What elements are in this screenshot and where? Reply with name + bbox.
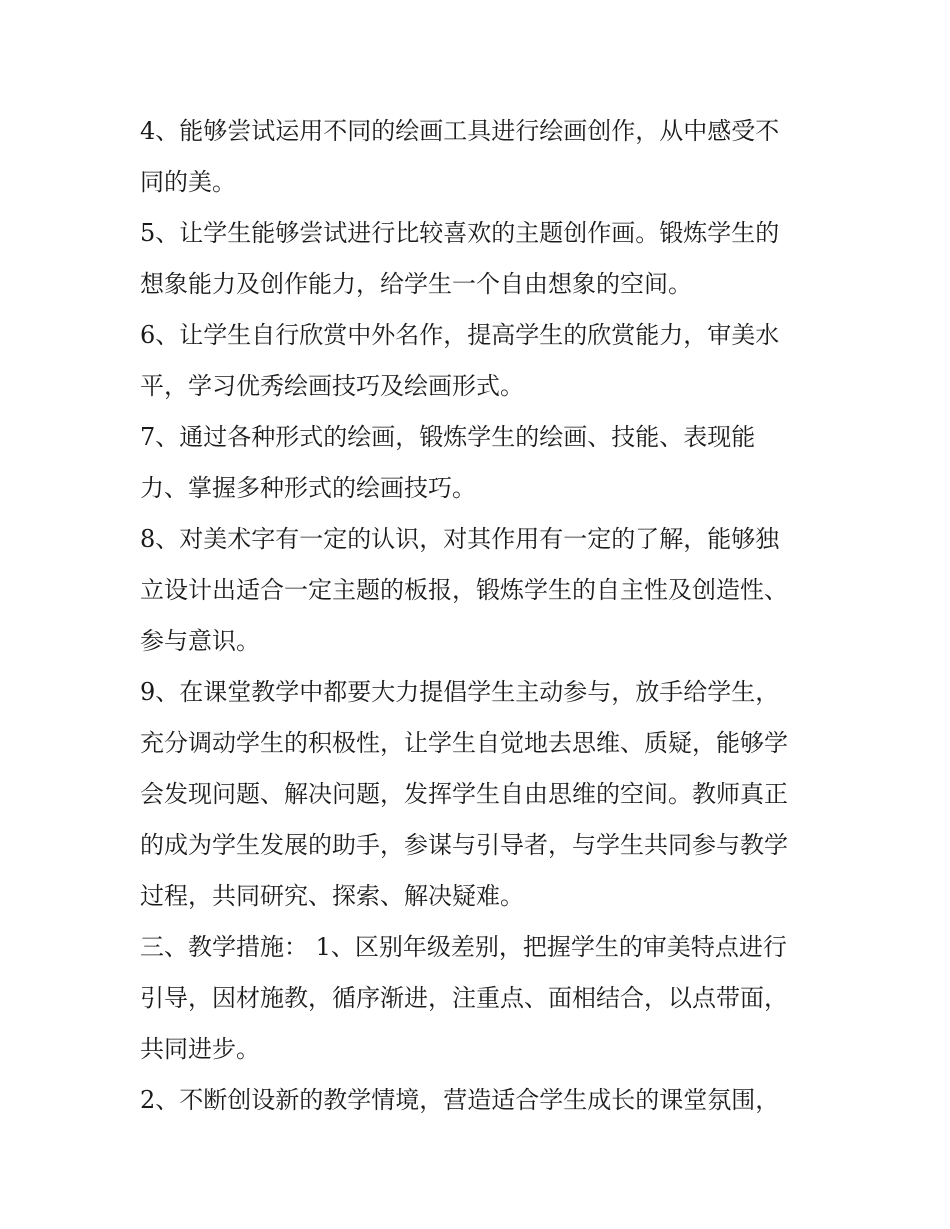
text-line: 4、能够尝试运用不同的绘画工具进行绘画创作，从中感受不 bbox=[140, 117, 780, 145]
text-line: 共同进步。 bbox=[140, 1035, 260, 1063]
text-line: 的成为学生发展的助手，参谋与引导者，与学生共同参与教学 bbox=[140, 831, 788, 859]
text-line: 5、让学生能够尝试进行比较喜欢的主题创作画。锻炼学生的 bbox=[140, 219, 780, 247]
text-line: 会发现问题、解决问题，发挥学生自由思维的空间。教师真正 bbox=[140, 780, 788, 808]
text-line: 引导，因材施教，循序渐进，注重点、面相结合，以点带面， bbox=[140, 984, 788, 1012]
text-line: 2、不断创设新的教学情境，营造适合学生成长的课堂氛围， bbox=[140, 1086, 780, 1114]
text-line: 同的美。 bbox=[140, 168, 236, 196]
text-line: 7、通过各种形式的绘画，锻炼学生的绘画、技能、表现能 bbox=[140, 423, 756, 451]
text-line: 9、在课堂教学中都要大力提倡学生主动参与，放手给学生， bbox=[140, 678, 780, 706]
text-line: 8、对美术字有一定的认识，对其作用有一定的了解，能够独 bbox=[140, 525, 780, 553]
text-line: 立设计出适合一定主题的板报，锻炼学生的自主性及创造性、 bbox=[140, 576, 788, 604]
text-line: 充分调动学生的积极性，让学生自觉地去思维、质疑，能够学 bbox=[140, 729, 788, 757]
text-line: 过程，共同研究、探索、解决疑难。 bbox=[140, 882, 524, 910]
text-line: 力、掌握多种形式的绘画技巧。 bbox=[140, 474, 476, 502]
text-line: 参与意识。 bbox=[140, 627, 260, 655]
document-body bbox=[140, 106, 815, 1126]
text-line: 6、让学生自行欣赏中外名作，提高学生的欣赏能力，审美水 bbox=[140, 321, 780, 349]
text-line: 想象能力及创作能力，给学生一个自由想象的空间。 bbox=[140, 270, 692, 298]
text-line: 三、教学措施： 1、区别年级差别，把握学生的审美特点进行 bbox=[140, 933, 787, 961]
text-line: 平，学习优秀绘画技巧及绘画形式。 bbox=[140, 372, 524, 400]
